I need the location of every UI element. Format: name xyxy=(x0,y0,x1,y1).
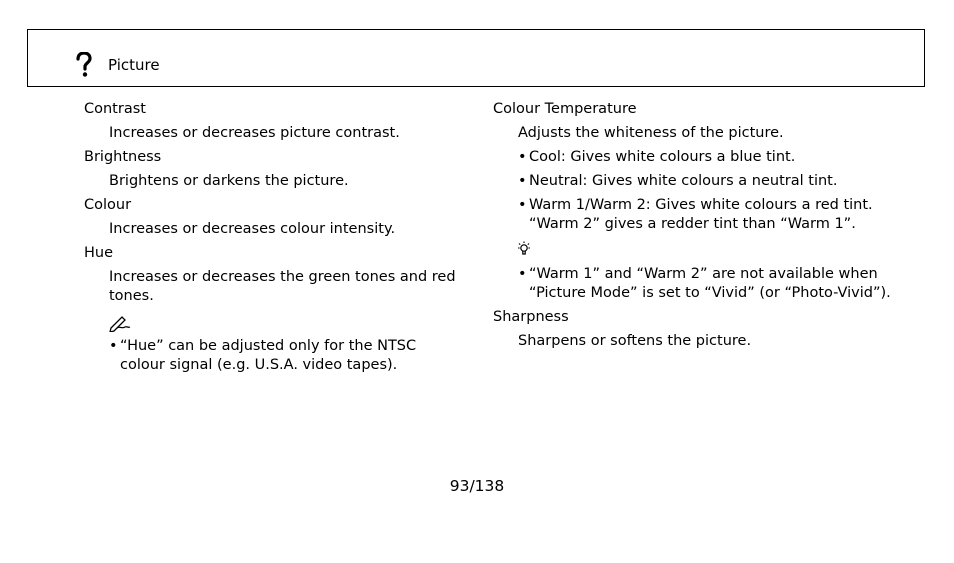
left-column xyxy=(84,100,464,380)
hue-note-item xyxy=(109,337,464,375)
bullet-text: Neutral: Gives white colours a neutral tint. xyxy=(529,173,838,189)
colour-temperature-tip-item xyxy=(518,265,893,303)
bullet-text: Warm 1/Warm 2: Gives white colours a red tint. “Warm 2” gives a redder tint than “Warm 1”. xyxy=(529,197,873,232)
sharpness-desc: Sharpens or softens the picture. xyxy=(518,333,752,349)
brightness-term: Brightness xyxy=(84,149,162,165)
colour-temperature-desc: Adjusts the whiteness of the picture. xyxy=(518,125,784,141)
header-bar xyxy=(27,29,925,87)
bullet-dot: • xyxy=(518,149,527,165)
contrast-desc: Increases or decreases picture contrast. xyxy=(109,125,400,141)
colour-temperature-term: Colour Temperature xyxy=(493,101,637,117)
bullet-dot: • xyxy=(518,197,527,213)
brightness-desc: Brightens or darkens the picture. xyxy=(109,173,349,189)
tip-text: “Warm 1” and “Warm 2” are not available when “Picture Mode” is set to “Vivid” (or “Photo-Vivid”). xyxy=(529,266,891,301)
hue-desc: Increases or decreases the green tones and red tones. xyxy=(109,269,456,304)
colour-desc: Increases or decreases colour intensity. xyxy=(109,221,396,237)
hue-note-text: “Hue” can be adjusted only for the NTSC colour signal (e.g. U.S.A. video tapes). xyxy=(120,338,417,373)
bullet-dot: • xyxy=(518,266,527,282)
bullet-dot: • xyxy=(109,338,118,354)
pencil-note-icon xyxy=(109,312,131,332)
right-column xyxy=(493,100,893,356)
sharpness-section xyxy=(493,308,893,351)
hue-section xyxy=(84,244,464,375)
colour-term: Colour xyxy=(84,197,132,213)
help-question-icon xyxy=(75,52,93,78)
brightness-section xyxy=(84,148,464,191)
lightbulb-tip-icon xyxy=(518,240,540,260)
bullet-dot: • xyxy=(518,173,527,189)
colour-temperature-bullet xyxy=(518,196,893,234)
contrast-term: Contrast xyxy=(84,101,146,117)
colour-temperature-bullet xyxy=(518,148,893,167)
hue-term: Hue xyxy=(84,245,114,261)
contrast-section xyxy=(84,100,464,143)
colour-section xyxy=(84,196,464,239)
bullet-text: Cool: Gives white colours a blue tint. xyxy=(529,149,796,165)
page-number: 93/138 xyxy=(449,477,505,495)
colour-temperature-section xyxy=(493,100,893,303)
colour-temperature-bullet xyxy=(518,172,893,191)
header-title: Picture xyxy=(108,56,160,74)
sharpness-term: Sharpness xyxy=(493,309,569,325)
